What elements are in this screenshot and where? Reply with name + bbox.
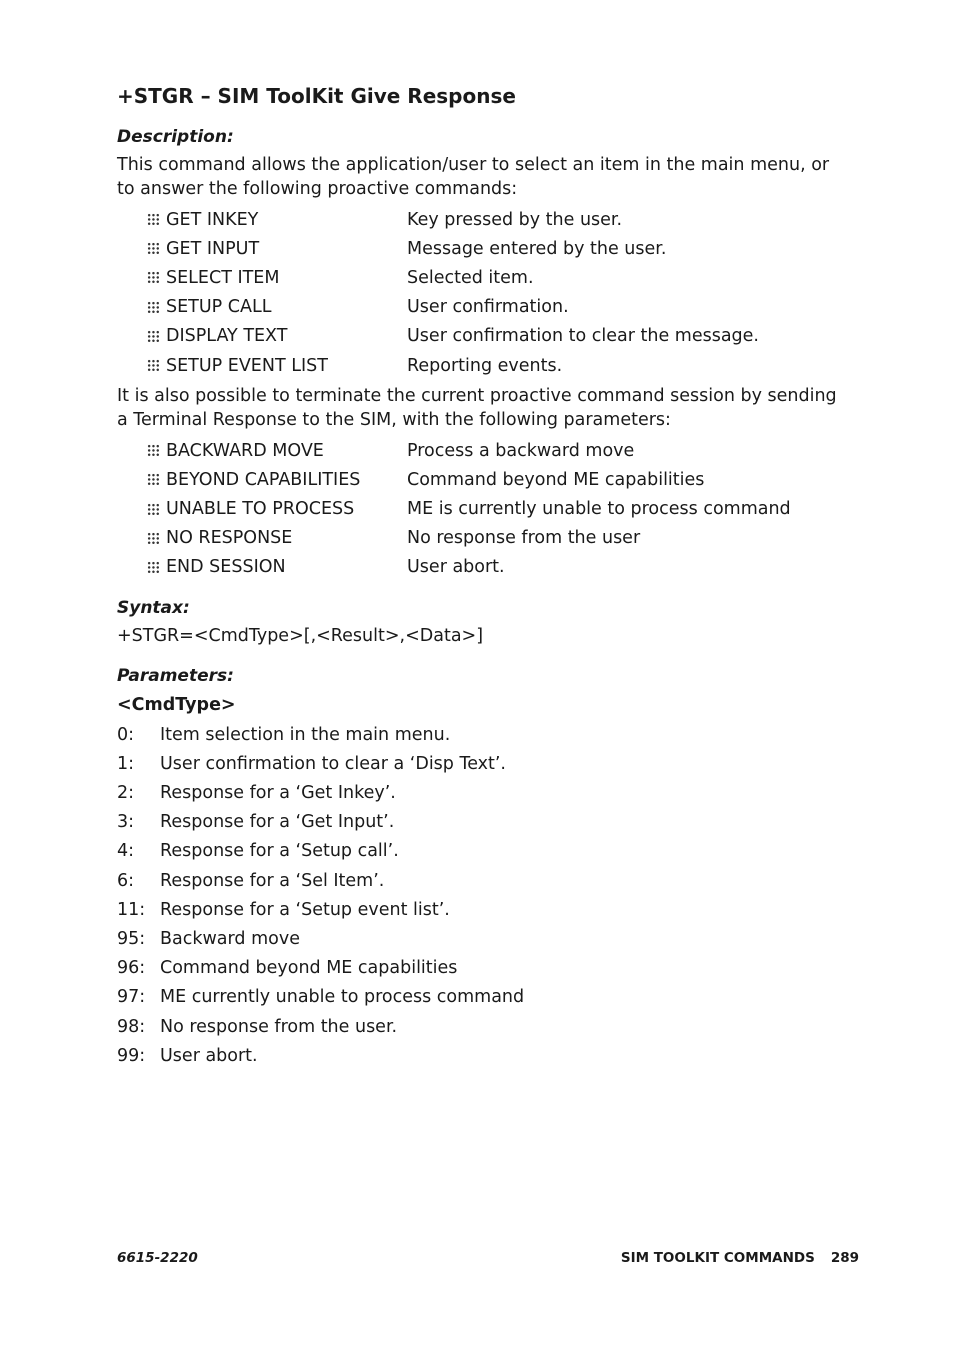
list-item (117, 954, 837, 983)
param-term: BACKWARD MOVE (166, 440, 324, 461)
list-item (117, 1012, 837, 1041)
command-desc: Key pressed by the user. (407, 209, 623, 230)
value-text: ME currently unable to process command (160, 987, 525, 1008)
page-number: 289 (830, 1250, 859, 1266)
command-term: DISPLAY TEXT (166, 326, 288, 347)
list-item (117, 495, 837, 524)
value-code: 1: (117, 753, 135, 774)
list-item (117, 553, 837, 582)
dot-grid-bullet-icon (147, 271, 160, 284)
value-code: 0: (117, 724, 135, 745)
value-text: Backward move (160, 928, 300, 949)
terminal-response-list (117, 436, 837, 582)
cmdtype-values-list (117, 720, 837, 1070)
page-title: +STGR – SIM ToolKit Give Response (117, 84, 516, 108)
value-text: Response for a ‘Get Inkey’. (160, 783, 396, 804)
value-text: Item selection in the main menu. (160, 724, 451, 745)
parameters-label: Parameters: (117, 666, 234, 687)
page-footer (117, 1250, 859, 1266)
value-text: User confirmation to clear a ‘Disp Text’. (160, 753, 506, 774)
dot-grid-bullet-icon (147, 473, 160, 486)
value-text: No response from the user. (160, 1016, 398, 1037)
list-item (117, 924, 837, 953)
dot-grid-bullet-icon (147, 242, 160, 255)
value-code: 97: (117, 987, 146, 1008)
value-code: 4: (117, 841, 135, 862)
dot-grid-bullet-icon (147, 330, 160, 343)
value-code: 99: (117, 1045, 146, 1066)
value-code: 6: (117, 870, 135, 891)
page-content (117, 82, 837, 1070)
value-text: User abort. (160, 1045, 258, 1066)
dot-grid-bullet-icon (147, 301, 160, 314)
param-desc: User abort. (407, 557, 505, 578)
value-text: Response for a ‘Sel Item’. (160, 870, 385, 891)
dot-grid-bullet-icon (147, 213, 160, 226)
param-desc: No response from the user (407, 528, 641, 549)
param-term: NO RESPONSE (166, 528, 293, 549)
list-item (117, 263, 837, 292)
param-term: BEYOND CAPABILITIES (166, 469, 361, 490)
list-item (117, 234, 837, 263)
dot-grid-bullet-icon (147, 359, 160, 372)
list-item (117, 808, 837, 837)
command-desc: Reporting events. (407, 355, 563, 376)
value-text: Response for a ‘Get Input’. (160, 812, 395, 833)
dot-grid-bullet-icon (147, 532, 160, 545)
command-desc: Message entered by the user. (407, 238, 667, 259)
list-item (117, 749, 837, 778)
command-term: GET INKEY (166, 209, 259, 230)
command-desc: Selected item. (407, 267, 534, 288)
doc-number: 6615-2220 (117, 1250, 198, 1266)
list-item (117, 895, 837, 924)
list-item (117, 1041, 837, 1070)
value-text: Command beyond ME capabilities (160, 958, 458, 979)
footer-right (621, 1250, 859, 1266)
list-item (117, 436, 837, 465)
value-text: Response for a ‘Setup event list’. (160, 899, 450, 920)
list-item (117, 293, 837, 322)
command-term: GET INPUT (166, 238, 260, 259)
list-item (117, 837, 837, 866)
value-code: 2: (117, 783, 135, 804)
list-item (117, 778, 837, 807)
param-term: UNABLE TO PROCESS (166, 499, 355, 520)
command-term: SELECT ITEM (166, 267, 280, 288)
dot-grid-bullet-icon (147, 444, 160, 457)
proactive-command-list (117, 205, 837, 380)
description-intro: This command allows the application/user to select an item in the main menu, or to answer the following proactive commands: (117, 155, 830, 199)
command-term: SETUP CALL (166, 297, 272, 318)
command-desc: User confirmation to clear the message. (407, 326, 759, 347)
param-desc: ME is currently unable to process command (407, 499, 791, 520)
list-item (117, 720, 837, 749)
syntax-label: Syntax: (117, 598, 190, 619)
dot-grid-bullet-icon (147, 561, 160, 574)
value-code: 3: (117, 812, 135, 833)
param-desc: Process a backward move (407, 440, 635, 461)
param-term: END SESSION (166, 557, 286, 578)
value-text: Response for a ‘Setup call’. (160, 841, 399, 862)
list-item (117, 322, 837, 351)
list-item (117, 351, 837, 380)
command-desc: User confirmation. (407, 297, 569, 318)
list-item (117, 465, 837, 494)
section-name: SIM TOOLKIT COMMANDS (620, 1250, 815, 1266)
param-name: <CmdType> (117, 695, 236, 716)
param-desc: Command beyond ME capabilities (407, 469, 705, 490)
list-item (117, 983, 837, 1012)
dot-grid-bullet-icon (147, 503, 160, 516)
value-code: 95: (117, 928, 146, 949)
syntax-line: +STGR=<CmdType>[,<Result>,<Data>] (117, 626, 484, 647)
command-term: SETUP EVENT LIST (166, 355, 328, 376)
value-code: 11: (117, 899, 146, 920)
list-item (117, 866, 837, 895)
value-code: 96: (117, 958, 146, 979)
terminate-text: It is also possible to terminate the current proactive command session by sending a Terminal Response to the SIM, with the following parameters: (117, 386, 837, 431)
list-item (117, 524, 837, 553)
value-code: 98: (117, 1016, 146, 1037)
description-label: Description: (117, 127, 234, 147)
list-item (117, 205, 837, 234)
